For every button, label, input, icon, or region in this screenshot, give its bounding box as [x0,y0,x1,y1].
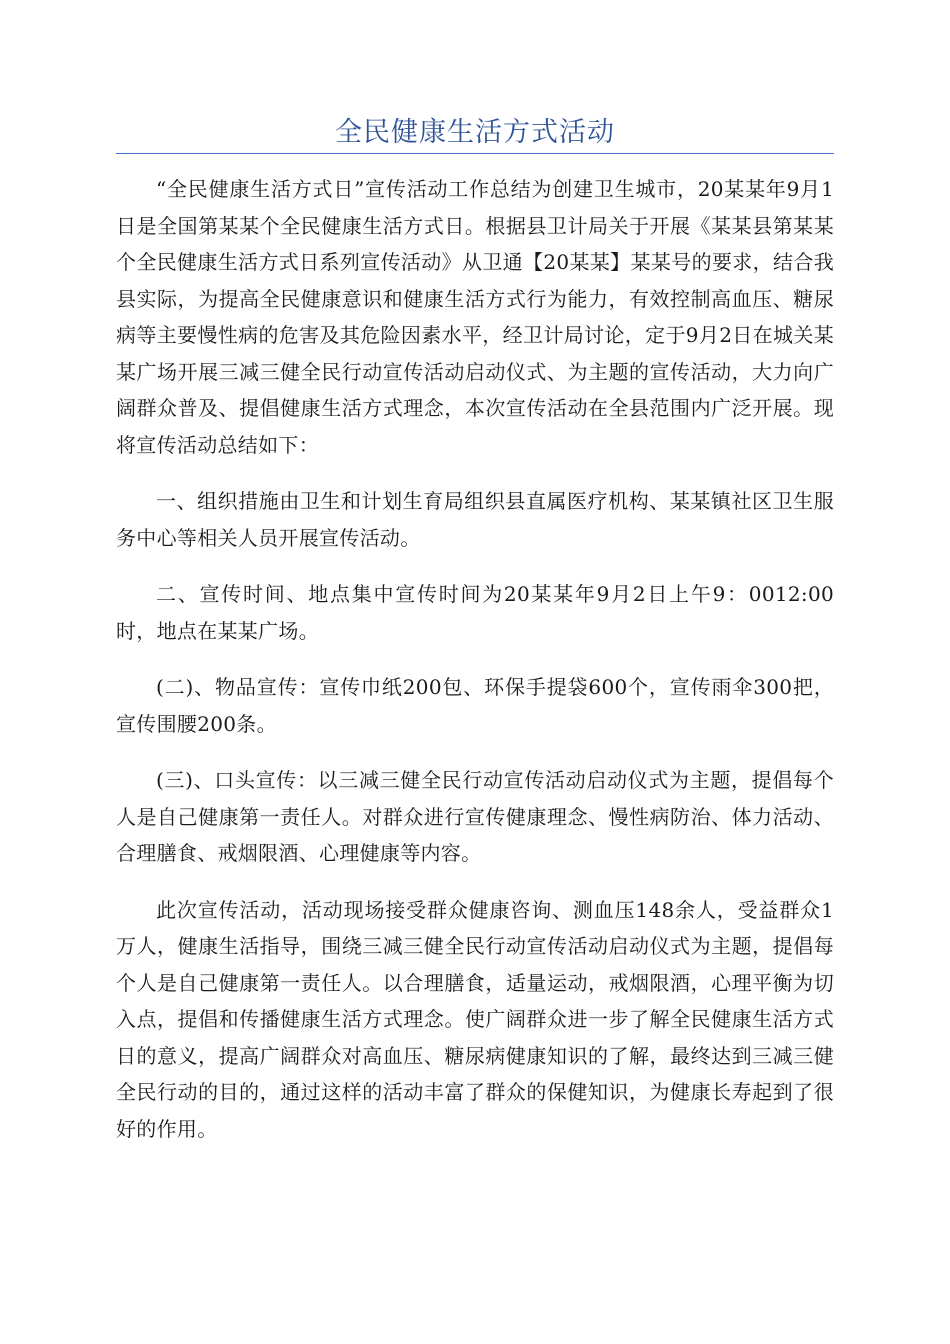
paragraph-gap [116,872,834,892]
paragraph-materials: (二)、物品宣传：宣传巾纸200包、环保手提袋600个，宣传雨伞300把，宣传围腰200条。 [116,675,834,736]
paragraph-intro: “全民健康生活方式日”宣传活动工作总结为创建卫生城市，20某某年9月1日是全国第某某个全民健康生活方式日。根据县卫计局关于开展《某某县第某某个全民健康生活方式日系列宣传活动》从卫通【20某某】某某号的要求，结合我县实际，为提高全民健康意识和健康生活方式行为能力，有效控制高血压、糖尿病等主要慢性病的危害及其危险因素水平，经卫计局讨论，定于9月2日在城关某某广场开展三减三健全民行动宣传活动启动仪式、为主题的宣传活动，大力向广阔群众普及、提倡健康生活方式理念，本次宣传活动在全县范围内广泛开展。现将宣传活动总结如下： [116,177,834,457]
paragraph-gap [116,556,834,576]
document-body [116,171,834,1147]
paragraph-summary: 此次宣传活动，活动现场接受群众健康咨询、测血压148余人，受益群众1万人，健康生活指导，围绕三减三健全民行动宣传活动启动仪式为主题，提倡每个人是自己健康第一责任人。以合理膳食，适量运动，戒烟限酒，心理平衡为切入点，提倡和传播健康生活方式理念。使广阔群众进一步了解全民健康生活方式日的意义，提高广阔群众对高血压、糖尿病健康知识的了解，最终达到三减三健全民行动的目的，通过这样的活动丰富了群众的保健知识，为健康长寿起到了很好的作用。 [116,897,834,1141]
paragraph-gap [116,742,834,762]
paragraph-time-place: 二、宣传时间、地点集中宣传时间为20某某年9月2日上午9：0012:00时，地点在某某广场。 [116,582,834,643]
document-page [116,0,834,1147]
paragraph-organization: 一、组织措施由卫生和计划生育局组织县直属医疗机构、某某镇社区卫生服务中心等相关人员开展宣传活动。 [116,489,834,550]
paragraph-oral-promotion: (三)、口头宣传：以三减三健全民行动宣传活动启动仪式为主题，提倡每个人是自己健康第一责任人。对群众进行宣传健康理念、慢性病防治、体力活动、合理膳食、戒烟限酒、心理健康等内容。 [116,768,834,865]
paragraph-gap [116,649,834,669]
paragraph-gap [116,463,834,483]
title-underline [116,153,834,154]
document-title: 全民健康生活方式活动 [335,117,615,148]
